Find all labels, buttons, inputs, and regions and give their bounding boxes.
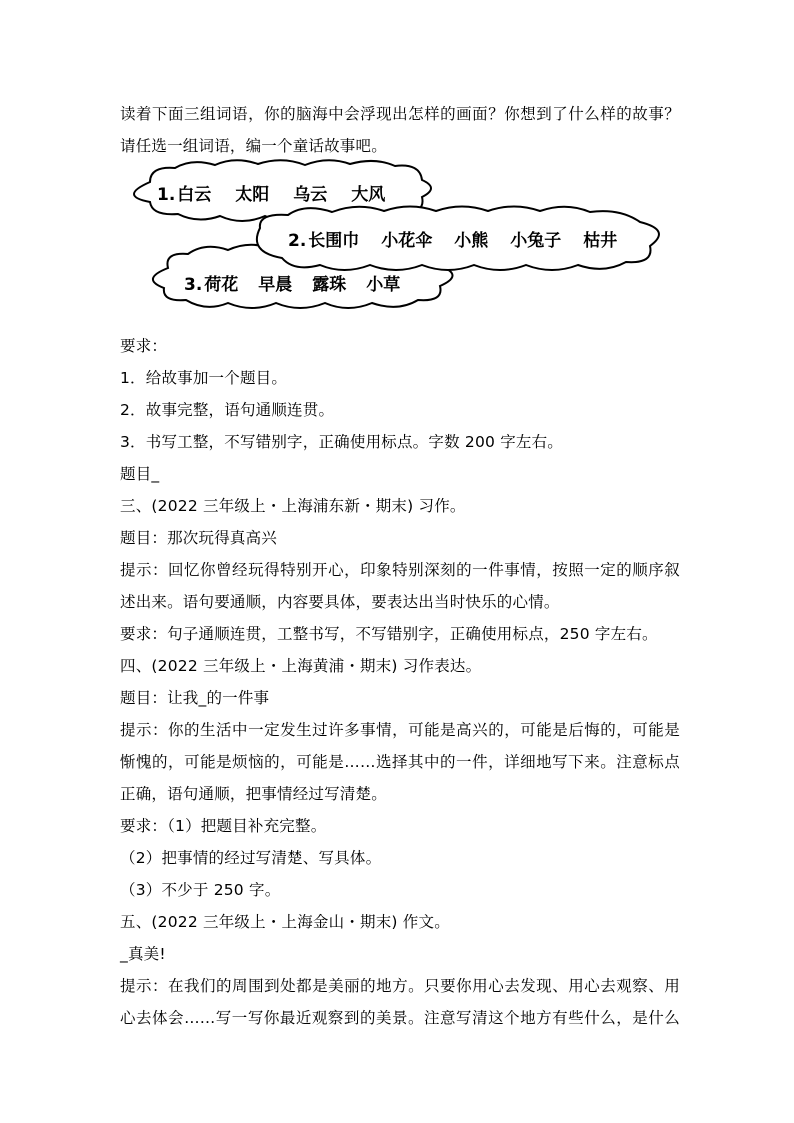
title-blank-line: 题目_ bbox=[120, 465, 160, 483]
section-5-title: _真美! bbox=[120, 945, 166, 963]
section-3-heading: 三、(2022 三年级上・上海浦东新・期末) 习作。 bbox=[120, 497, 466, 515]
section-3-hint-line-2: 述出来。语句要通顺，内容要具体，要表达出当时快乐的心情。 bbox=[120, 593, 560, 611]
requirement-item-2: 2．故事完整，语句通顺连贯。 bbox=[120, 401, 335, 419]
cloud-3-word-2: 早晨 bbox=[258, 275, 293, 295]
section-3-hint-line-1: 提示：回忆你曾经玩得特别开心，印象特别深刻的一件事情，按照一定的顺序叙 bbox=[120, 561, 680, 579]
section-5-heading: 五、(2022 三年级上・上海金山・期末) 作文。 bbox=[120, 913, 450, 931]
cloud-2-word-4: 小兔子 bbox=[510, 231, 562, 251]
section-3-requirement: 要求：句子通顺连贯，工整书写，不写错别字，正确使用标点，250 字左右。 bbox=[120, 625, 658, 643]
section-4-title: 题目：让我_的一件事 bbox=[120, 689, 270, 707]
section-5-hint-line-1: 提示：在我们的周围到处都是美丽的地方。只要你用心去发现、用心去观察、用 bbox=[120, 977, 680, 995]
requirement-item-3: 3．书写工整，不写错别字，正确使用标点。字数 200 字左右。 bbox=[120, 433, 564, 451]
cloud-2 bbox=[257, 207, 659, 271]
cloud-3-word-1: 荷花 bbox=[204, 275, 239, 295]
section-4-heading: 四、(2022 三年级上・上海黄浦・期末) 习作表达。 bbox=[120, 657, 482, 675]
cloud-2-word-5: 枯井 bbox=[583, 231, 618, 251]
cloud-2-word-1: 长围巾 bbox=[308, 231, 360, 251]
section-4-hint-line-1: 提示：你的生活中一定发生过许多事情，可能是高兴的，可能是后悔的，可能是 bbox=[120, 721, 680, 739]
requirements-heading: 要求： bbox=[120, 337, 168, 355]
cloud-1-word-3: 乌云 bbox=[293, 185, 328, 205]
cloud-1-word-1: 白云 bbox=[177, 185, 212, 205]
cloud-1-word-2: 太阳 bbox=[235, 185, 270, 205]
svg-text:3.荷花早晨露珠小草 bbox=[184, 274, 400, 295]
section-4-hint-line-2: 惭愧的，可能是烦恼的，可能是……选择其中的一件，详细地写下来。注意标点 bbox=[120, 753, 680, 771]
cloud-1-num: 1. bbox=[157, 185, 176, 205]
section-4-requirement-2: （2）把事情的经过写清楚、写具体。 bbox=[120, 849, 382, 867]
section-5-hint-line-2: 心去体会……写一写你最近观察到的美景。注意写清这个地方有些什么，是什么 bbox=[120, 1009, 680, 1027]
section-4-requirement-1: 要求：（1）把题目补充完整。 bbox=[120, 817, 327, 835]
section-4-requirement-3: （3）不少于 250 字。 bbox=[120, 881, 281, 899]
cloud-3-num: 3. bbox=[184, 275, 203, 295]
word-clouds bbox=[0, 0, 794, 330]
intro-line-1: 读着下面三组词语，你的脑海中会浮现出怎样的画面？你想到了什么样的故事？ bbox=[120, 105, 680, 123]
cloud-3-word-4: 小草 bbox=[366, 275, 401, 295]
section-4-hint-line-3: 正确，语句通顺，把事情经过写清楚。 bbox=[120, 785, 387, 803]
section-3-title: 题目：那次玩得真高兴 bbox=[120, 529, 278, 547]
cloud-1-word-4: 大风 bbox=[351, 185, 386, 205]
cloud-3-word-3: 露珠 bbox=[312, 275, 347, 295]
cloud-2-num: 2. bbox=[288, 231, 307, 251]
cloud-2-word-3: 小熊 bbox=[454, 231, 489, 251]
cloud-2-word-2: 小花伞 bbox=[381, 231, 433, 251]
intro-line-2: 请任选一组词语，编一个童话故事吧。 bbox=[120, 137, 387, 155]
requirement-item-1: 1．给故事加一个题目。 bbox=[120, 369, 288, 387]
